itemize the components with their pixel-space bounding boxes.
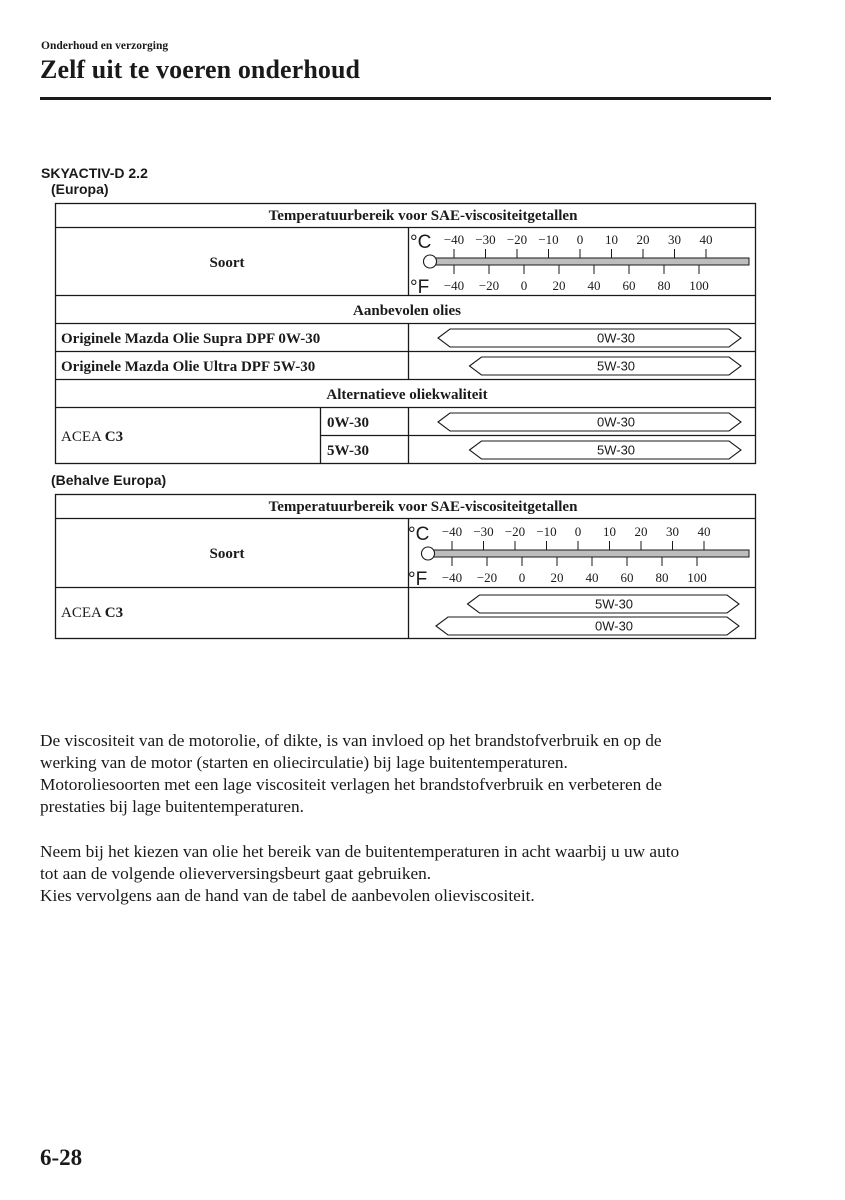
page-number: 6-28 [40,1145,83,1170]
table1-oil-name-supra: Originele Mazda Olie Supra DPF 0W-30 [61,331,321,347]
fahrenheit-tick-label: 40 [585,570,599,585]
fahrenheit-tick-label: 0 [518,570,526,585]
paragraph-line: prestaties bij lage buitentemperaturen. [40,797,304,816]
celsius-tick-label: 20 [634,524,648,539]
celsius-tick-label: 30 [668,232,681,247]
fahrenheit-tick-label: 60 [620,570,634,585]
table1-alternative-header: Alternatieve oliekwaliteit [326,387,488,403]
celsius-unit: °C [408,524,430,545]
celsius-tick-label: 40 [697,524,711,539]
viscosity-grade-label: 5W-30 [596,358,636,374]
celsius-tick-label: −30 [473,524,494,539]
region-label-europe: (Europa) [51,181,109,197]
paragraph-oil-selection [40,841,780,907]
thermometer-bar [430,258,749,265]
table2-header: Temperatuurbereik voor SAE-viscositeitgetallen [268,499,578,515]
table2-type-label: Soort [209,546,245,562]
viscosity-range-arrow [438,413,741,431]
paragraph-line: Kies vervolgens aan de hand van de tabel de aanbevolen olieviscositeit. [40,886,535,905]
engine-label: SKYACTIV-D 2.2 [41,165,148,181]
paragraph-line: De viscositeit van de motorolie, of dikte, is van invloed op het brandstofverbruik en op de [40,731,662,750]
fahrenheit-tick-label: 20 [550,570,564,585]
fahrenheit-tick-label: 40 [587,278,601,293]
paragraph-viscosity-intro [40,730,780,818]
celsius-tick-label: −20 [506,232,528,247]
table1-recommended-header: Aanbevolen olies [353,303,461,319]
celsius-tick-label: 20 [636,232,650,247]
viscosity-table-europe [0,0,845,470]
viscosity-grade-label: 0W-30 [594,618,634,634]
fahrenheit-tick-label: 60 [622,278,636,293]
table1-oil-name-ultra: Originele Mazda Olie Ultra DPF 5W-30 [61,359,316,375]
viscosity-grade-label: 5W-30 [594,596,634,612]
paragraph-line: werking van de motor (starten en oliecirculatie) bij lage buitentemperaturen. [40,753,568,772]
table1-temperature-scale [410,232,749,298]
fahrenheit-tick-label: −40 [441,570,463,585]
paragraph-line: tot aan de volgende olieverversingsbeurt gaat gebruiken. [40,864,432,883]
celsius-tick-label: 30 [666,524,679,539]
fahrenheit-tick-label: 100 [687,570,707,585]
celsius-tick-label: −10 [538,232,559,247]
table1-alt-grade-5w30: 5W-30 [327,443,369,459]
celsius-tick-label: −40 [441,524,463,539]
viscosity-grade-label: 0W-30 [596,414,636,430]
thermometer-bulb [422,547,435,560]
table1-alt-grade-0w30: 0W-30 [327,415,369,431]
table1-header: Temperatuurbereik voor SAE-viscositeitgetallen [268,208,578,224]
section-label: Onderhoud en verzorging [41,40,169,52]
celsius-unit: °C [410,232,432,253]
fahrenheit-tick-label: 100 [689,278,709,293]
table1-type-label: Soort [209,255,245,271]
viscosity-range-arrow [438,329,741,347]
fahrenheit-tick-label: 80 [655,570,669,585]
celsius-tick-label: 10 [603,524,616,539]
celsius-tick-label: −40 [443,232,465,247]
viscosity-grade-label: 5W-30 [596,442,636,458]
fahrenheit-unit: °F [410,277,430,298]
celsius-tick-label: −30 [475,232,496,247]
celsius-tick-label: −10 [536,524,557,539]
celsius-tick-label: 40 [699,232,713,247]
viscosity-grade-label: 0W-30 [596,330,636,346]
fahrenheit-tick-label: −40 [443,278,465,293]
table1-acea-spec: ACEA C3 [61,429,124,445]
table2-acea-spec: ACEA C3 [61,605,124,621]
viscosity-table-outside-europe [0,470,845,650]
paragraph-line: Motoroliesoorten met een lage viscositeit verlagen het brandstofverbruik en verbeteren de [40,775,662,794]
fahrenheit-tick-label: 20 [552,278,566,293]
fahrenheit-tick-label: −20 [476,570,498,585]
celsius-tick-label: 10 [605,232,618,247]
page-title: Zelf uit te voeren onderhoud [40,55,361,84]
celsius-tick-label: −20 [504,524,526,539]
paragraph-line: Neem bij het kiezen van olie het bereik van de buitentemperaturen in acht waarbij u uw auto [40,842,680,861]
celsius-tick-label: 0 [576,232,584,247]
thermometer-bar [428,550,749,557]
fahrenheit-tick-label: 0 [520,278,528,293]
fahrenheit-unit: °F [408,569,428,590]
viscosity-range-arrow [436,617,739,635]
fahrenheit-tick-label: −20 [478,278,500,293]
thermometer-bulb [424,255,437,268]
fahrenheit-tick-label: 80 [657,278,671,293]
celsius-tick-label: 0 [574,524,582,539]
table2-temperature-scale [408,524,749,590]
region-label-outside-europe: (Behalve Europa) [51,472,167,488]
